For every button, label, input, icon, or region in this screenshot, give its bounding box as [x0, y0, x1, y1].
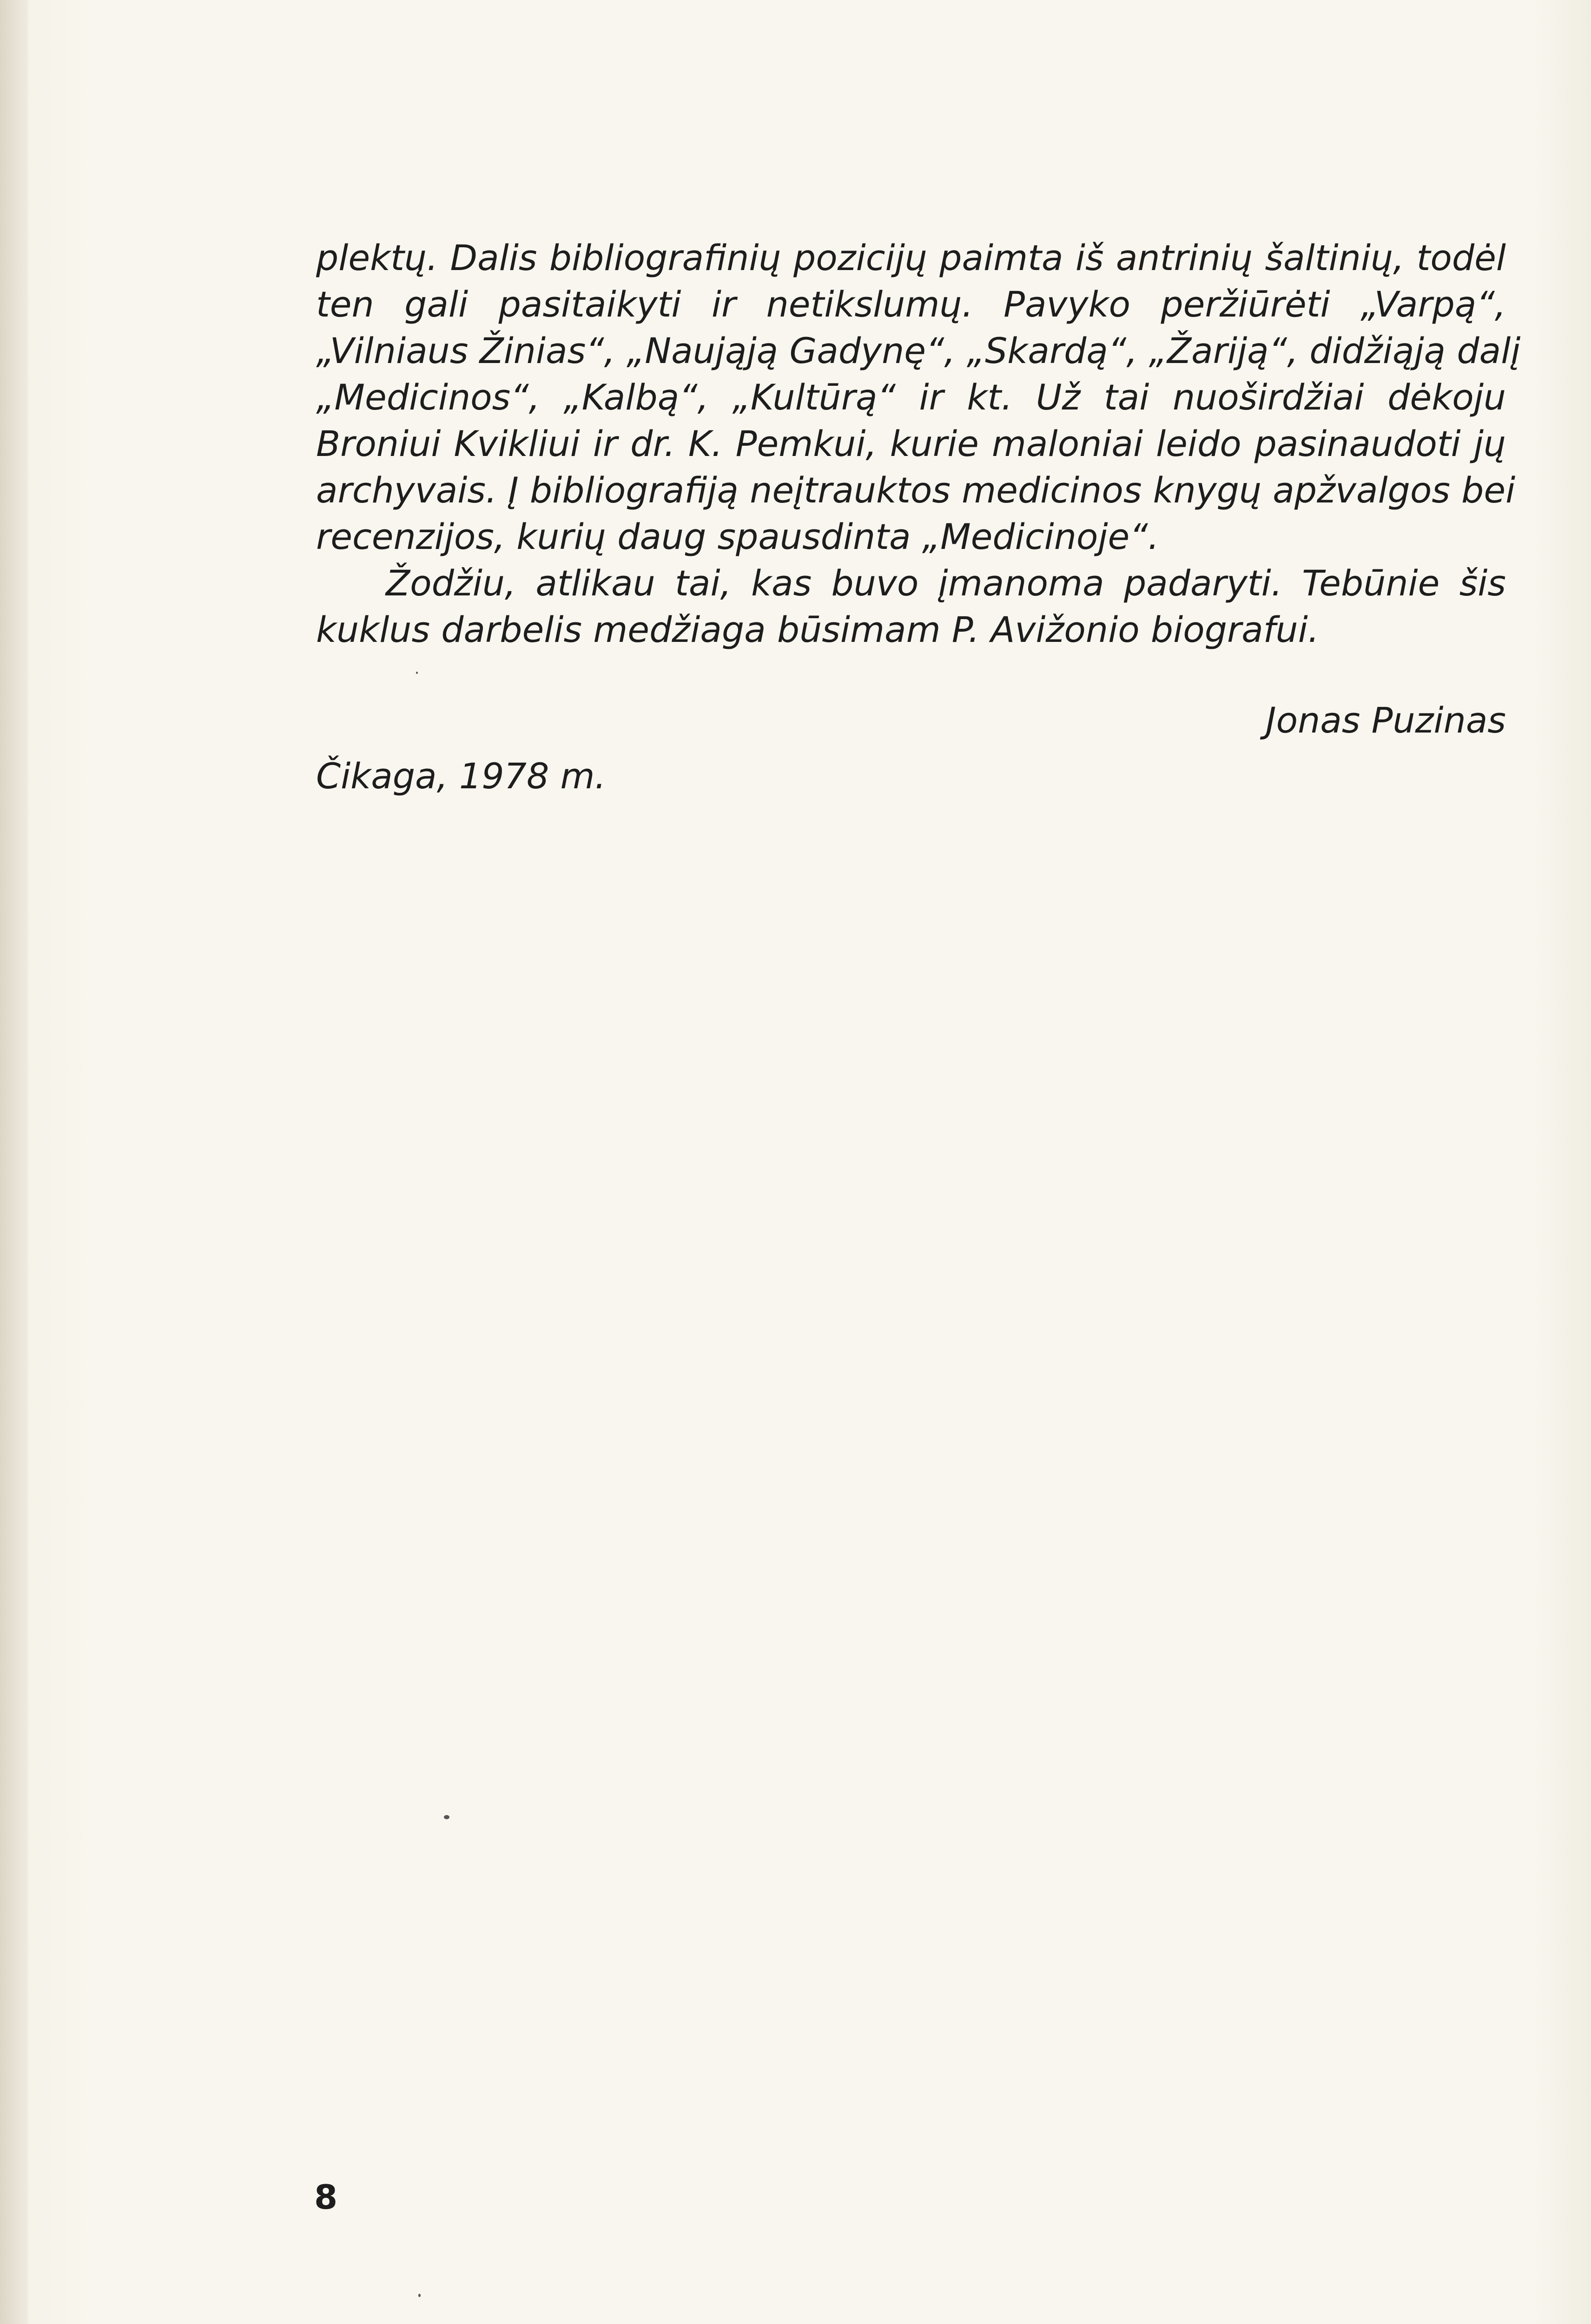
place-date: Čikaga, 1978 m.	[316, 755, 606, 797]
text-line: Žodžiu, atlikau tai, kas buvo įmanoma padaryti. Tebūnie šis	[386, 562, 1506, 604]
text-line: „Vilniaus Žinias“, „Naująją Gadynę“, „Skardą“, „Žariją“, didžiąją dalį	[316, 330, 1521, 371]
text-line: plektų. Dalis bibliografinių pozicijų paimta iš antrinių šaltinių, todėl	[316, 237, 1506, 278]
body-text	[316, 235, 1521, 653]
page-number: 8	[314, 2178, 338, 2217]
text-line: archyvais. Į bibliografiją neįtrauktos medicinos knygų apžvalgos bei	[316, 469, 1516, 511]
ink-speck	[444, 1815, 449, 1819]
text-line: kuklus darbelis medžiaga būsimam P. Avižonio biografui.	[316, 609, 1319, 650]
page-left-edge	[0, 0, 28, 2324]
ink-speck	[418, 2294, 421, 2297]
text-line: ten gali pasitaikyti ir netikslumų. Pavyko peržiūrėti „Varpą“,	[316, 284, 1506, 325]
text-line: Broniui Kvikliui ir dr. K. Pemkui, kurie maloniai leido pasinaudoti jų	[316, 423, 1506, 464]
text-line: „Medicinos“, „Kalbą“, „Kultūrą“ ir kt. Už tai nuoširdžiai dėkoju	[316, 376, 1506, 418]
author-signature: Jonas Puzinas	[1266, 700, 1506, 741]
ink-speck	[416, 672, 418, 674]
text-line: recenzijos, kurių daug spausdinta „Medicinoje“.	[316, 516, 1159, 557]
